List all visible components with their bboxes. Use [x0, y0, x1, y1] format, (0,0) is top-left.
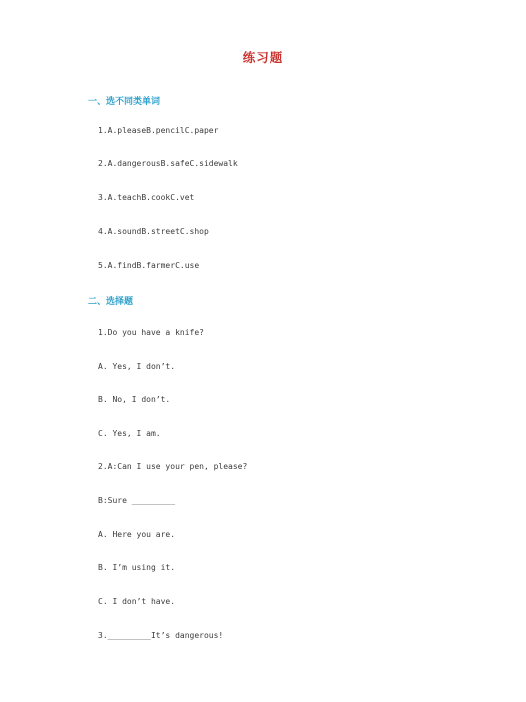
question-line: 3.A.teachB.cookC.vet	[98, 193, 195, 202]
question-line: 2.A.dangerousB.safeC.sidewalk	[98, 159, 238, 168]
answer-option: C. Yes, I am.	[98, 429, 161, 438]
page-title: 练习题	[242, 50, 284, 65]
question-line: 2.A:Can I use your pen, please?	[98, 462, 248, 471]
question-line: 1.A.pleaseB.pencilC.paper	[98, 126, 219, 135]
question-line: 4.A.soundB.streetC.shop	[98, 227, 209, 236]
question-line: 3._________It’s dangerous!	[98, 631, 224, 640]
answer-option: A. Yes, I don’t.	[98, 362, 176, 371]
question-line: 1.Do you have a knife?	[98, 328, 204, 337]
section-heading-multiple-choice: 二、选择题	[88, 297, 134, 307]
answer-option: B. No, I don’t.	[98, 395, 171, 404]
section-heading-vocabulary: 一、选不同类单词	[88, 97, 161, 107]
question-line: 5.A.findB.farmerC.use	[98, 261, 200, 270]
answer-option: C. I don’t have.	[98, 597, 176, 606]
answer-option: B. I’m using it.	[98, 563, 176, 572]
question-line: B:Sure _________	[98, 496, 176, 505]
answer-option: A. Here you are.	[98, 530, 176, 539]
